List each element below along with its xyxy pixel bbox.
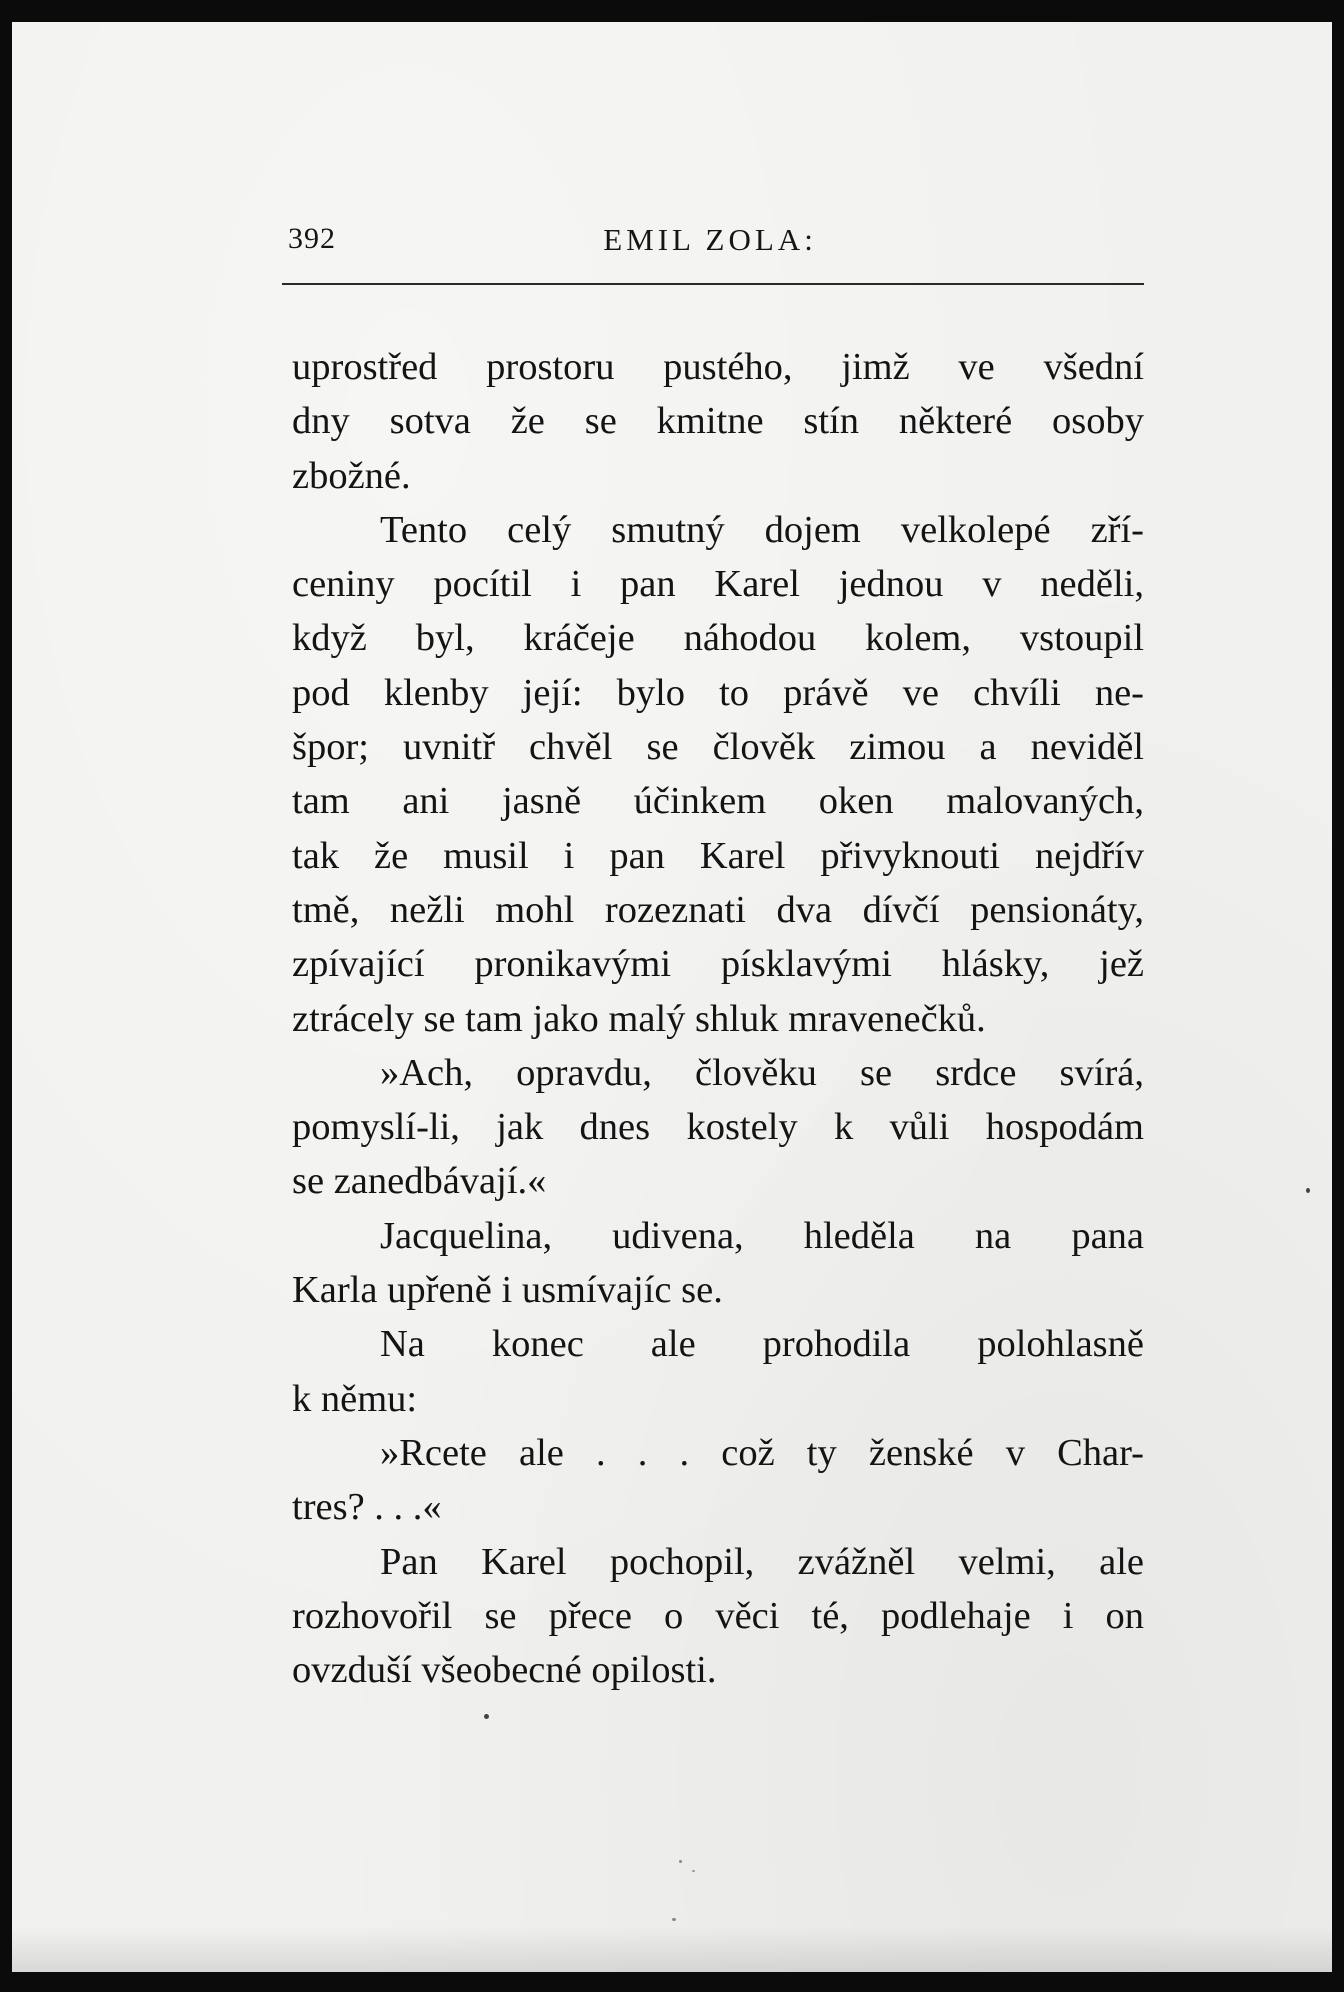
paragraph bbox=[292, 1535, 1144, 1698]
paper-speck bbox=[484, 1714, 489, 1719]
text-line: pod klenby její: bylo to právě ve chvíli ne- bbox=[292, 671, 1144, 714]
header-rule bbox=[282, 283, 1144, 285]
paragraph bbox=[292, 503, 1144, 1046]
paragraph bbox=[292, 1426, 1144, 1535]
page-header bbox=[276, 218, 1144, 266]
paragraph bbox=[292, 1209, 1144, 1318]
text-line: »Rcete ale . . . což ty ženské v Char- bbox=[380, 1431, 1144, 1474]
text-line: Pan Karel pochopil, zvážněl velmi, ale bbox=[380, 1540, 1144, 1583]
paragraph bbox=[292, 1317, 1144, 1426]
paper-speck bbox=[692, 1870, 695, 1872]
text-line: »Ach, opravdu, člověku se srdce svírá, bbox=[380, 1051, 1144, 1094]
text-line: ztrácely se tam jako malý shluk mravenečků. bbox=[292, 997, 986, 1040]
text-line: Jacquelina, udivena, hleděla na pana bbox=[380, 1214, 1144, 1257]
paragraph bbox=[292, 340, 1144, 503]
text-line: uprostřed prostoru pustého, jimž ve všední bbox=[292, 346, 1144, 388]
book-page bbox=[12, 22, 1332, 1972]
text-line: Tento celý smutný dojem velkolepé zří- bbox=[380, 508, 1144, 551]
text-line: dny sotva že se kmitne stín některé osoby bbox=[292, 400, 1144, 443]
paper-speck bbox=[679, 1860, 682, 1863]
paper-speck bbox=[672, 1918, 676, 1921]
text-line: zpívající pronikavými písklavými hlásky, jež bbox=[292, 943, 1144, 986]
page-number: 392 bbox=[288, 222, 336, 255]
text-line: tmě, nežli mohl rozeznati dva dívčí pensionáty, bbox=[292, 888, 1144, 931]
paper-speck bbox=[1306, 1188, 1310, 1193]
text-line: Na konec ale prohodila polohlasně bbox=[380, 1323, 1144, 1366]
text-line: když byl, kráčeje náhodou kolem, vstoupil bbox=[292, 617, 1144, 660]
text-line: ceniny pocítil i pan Karel jednou v neděli, bbox=[292, 563, 1144, 606]
text-line: tak že musil i pan Karel přivyknouti nejdřív bbox=[292, 834, 1144, 877]
text-line: pomyslí-li, jak dnes kostely k vůli hospodám bbox=[292, 1106, 1144, 1149]
text-line: k němu: bbox=[292, 1377, 418, 1420]
body-text bbox=[292, 340, 1144, 1697]
text-line: Karla upřeně i usmívajíc se. bbox=[292, 1269, 723, 1312]
text-line: rozhovořil se přece o věci té, podlehaje i on bbox=[292, 1594, 1144, 1637]
text-line: tam ani jasně účinkem oken malovaných, bbox=[292, 780, 1144, 823]
text-line: zbožné. bbox=[292, 454, 411, 497]
text-line: tres? . . .« bbox=[292, 1486, 442, 1529]
running-title: EMIL ZOLA: bbox=[603, 222, 817, 257]
text-line: špor; uvnitř chvěl se člověk zimou a neviděl bbox=[292, 726, 1144, 769]
paragraph bbox=[292, 1046, 1144, 1209]
text-line: ovzduší všeobecné opilosti. bbox=[292, 1649, 717, 1692]
text-line: se zanedbávají.« bbox=[292, 1160, 547, 1203]
page-edge-shadow bbox=[12, 1926, 1332, 1972]
